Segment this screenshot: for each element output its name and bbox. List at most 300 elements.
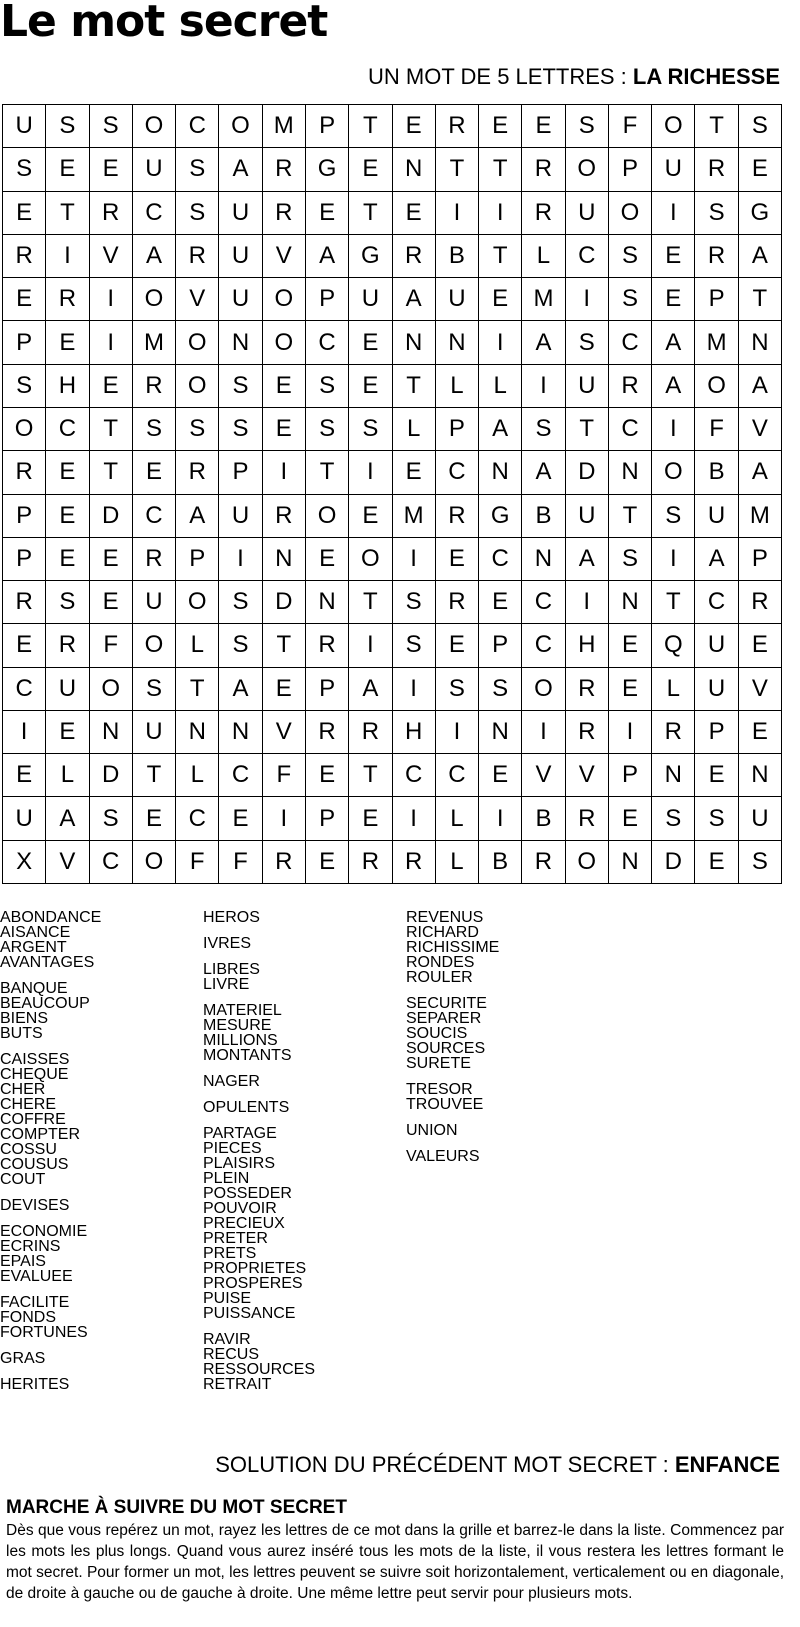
grid-cell[interactable]: I xyxy=(652,538,695,581)
grid-cell[interactable]: H xyxy=(46,365,89,408)
grid-cell[interactable]: R xyxy=(176,451,219,494)
word-item[interactable]: SOUCIS xyxy=(406,1025,468,1042)
grid-cell[interactable]: P xyxy=(695,278,738,321)
word-item[interactable]: CHERE xyxy=(0,1096,57,1113)
grid-cell[interactable]: A xyxy=(652,321,695,364)
grid-cell[interactable]: R xyxy=(133,365,176,408)
grid-cell[interactable]: U xyxy=(3,105,46,148)
grid-cell[interactable]: O xyxy=(306,495,349,538)
grid-cell[interactable]: U xyxy=(695,624,738,667)
grid-cell[interactable]: V xyxy=(739,408,782,451)
grid-cell[interactable]: R xyxy=(566,668,609,711)
grid-cell[interactable]: O xyxy=(133,278,176,321)
grid-cell[interactable]: U xyxy=(219,235,262,278)
grid-cell[interactable]: R xyxy=(133,538,176,581)
grid-cell[interactable]: G xyxy=(349,235,392,278)
grid-cell[interactable]: I xyxy=(609,711,652,754)
word-item[interactable]: IVRES xyxy=(203,935,252,952)
grid-cell[interactable]: C xyxy=(609,408,652,451)
grid-cell[interactable]: S xyxy=(176,192,219,235)
grid-cell[interactable]: I xyxy=(566,581,609,624)
grid-cell[interactable]: N xyxy=(479,451,522,494)
grid-cell[interactable]: U xyxy=(133,581,176,624)
grid-cell[interactable]: E xyxy=(393,192,436,235)
grid-cell[interactable]: C xyxy=(609,321,652,364)
grid-cell[interactable]: S xyxy=(219,365,262,408)
word-item[interactable]: ECRINS xyxy=(0,1238,61,1255)
word-item[interactable]: SOURCES xyxy=(406,1040,486,1057)
grid-cell[interactable]: R xyxy=(3,451,46,494)
grid-cell[interactable]: S xyxy=(46,581,89,624)
grid-cell[interactable]: E xyxy=(349,365,392,408)
grid-cell[interactable]: P xyxy=(219,451,262,494)
grid-cell[interactable]: D xyxy=(652,841,695,884)
grid-cell[interactable]: S xyxy=(176,148,219,191)
grid-cell[interactable]: C xyxy=(46,408,89,451)
grid-cell[interactable]: S xyxy=(436,668,479,711)
letter-grid[interactable] xyxy=(2,104,782,884)
grid-cell[interactable]: L xyxy=(176,754,219,797)
grid-cell[interactable]: C xyxy=(695,581,738,624)
grid-cell[interactable]: E xyxy=(739,711,782,754)
grid-cell[interactable]: N xyxy=(436,321,479,364)
word-item[interactable]: RAVIR xyxy=(203,1331,251,1348)
grid-cell[interactable]: R xyxy=(522,841,565,884)
grid-cell[interactable]: U xyxy=(436,278,479,321)
grid-cell[interactable]: R xyxy=(349,711,392,754)
grid-cell[interactable]: F xyxy=(695,408,738,451)
grid-cell[interactable]: E xyxy=(349,495,392,538)
grid-cell[interactable]: E xyxy=(695,754,738,797)
grid-cell[interactable]: R xyxy=(176,235,219,278)
grid-cell[interactable]: E xyxy=(46,711,89,754)
grid-cell[interactable]: R xyxy=(522,192,565,235)
grid-cell[interactable]: U xyxy=(133,148,176,191)
grid-cell[interactable]: P xyxy=(609,148,652,191)
grid-cell[interactable]: F xyxy=(609,105,652,148)
grid-cell[interactable]: C xyxy=(176,797,219,840)
grid-cell[interactable]: B xyxy=(479,841,522,884)
grid-cell[interactable]: S xyxy=(90,797,133,840)
grid-cell[interactable]: S xyxy=(219,581,262,624)
grid-cell[interactable]: T xyxy=(739,278,782,321)
grid-cell[interactable]: E xyxy=(90,581,133,624)
grid-cell[interactable]: O xyxy=(349,538,392,581)
grid-cell[interactable]: S xyxy=(219,408,262,451)
grid-cell[interactable]: O xyxy=(133,624,176,667)
grid-cell[interactable]: S xyxy=(566,321,609,364)
grid-cell[interactable]: E xyxy=(263,408,306,451)
grid-cell[interactable]: E xyxy=(306,754,349,797)
grid-cell[interactable]: O xyxy=(609,192,652,235)
grid-cell[interactable]: F xyxy=(90,624,133,667)
grid-cell[interactable]: T xyxy=(133,754,176,797)
grid-cell[interactable]: I xyxy=(219,538,262,581)
grid-cell[interactable]: I xyxy=(263,797,306,840)
grid-cell[interactable]: E xyxy=(219,797,262,840)
grid-cell[interactable]: N xyxy=(609,581,652,624)
word-item[interactable]: FORTUNES xyxy=(0,1324,88,1341)
grid-cell[interactable]: V xyxy=(46,841,89,884)
grid-cell[interactable]: I xyxy=(393,668,436,711)
grid-cell[interactable]: T xyxy=(90,451,133,494)
grid-cell[interactable]: V xyxy=(522,754,565,797)
grid-cell[interactable]: M xyxy=(522,278,565,321)
grid-cell[interactable]: I xyxy=(3,711,46,754)
grid-cell[interactable]: A xyxy=(133,235,176,278)
grid-cell[interactable]: N xyxy=(479,711,522,754)
grid-cell[interactable]: E xyxy=(46,538,89,581)
grid-cell[interactable]: C xyxy=(133,192,176,235)
grid-cell[interactable]: U xyxy=(46,668,89,711)
grid-cell[interactable]: C xyxy=(133,495,176,538)
grid-cell[interactable]: O xyxy=(566,841,609,884)
grid-cell[interactable]: C xyxy=(306,321,349,364)
grid-cell[interactable]: R xyxy=(306,711,349,754)
grid-cell[interactable]: C xyxy=(522,581,565,624)
grid-cell[interactable]: E xyxy=(436,624,479,667)
grid-cell[interactable]: S xyxy=(90,105,133,148)
word-item[interactable]: LIBRES xyxy=(203,961,260,978)
word-item[interactable]: RICHISSIME xyxy=(406,939,500,956)
grid-cell[interactable]: S xyxy=(652,797,695,840)
word-item[interactable]: ECONOMIE xyxy=(0,1223,88,1240)
grid-cell[interactable]: H xyxy=(393,711,436,754)
word-item[interactable]: PLAISIRS xyxy=(203,1155,276,1172)
grid-cell[interactable]: R xyxy=(349,841,392,884)
grid-cell[interactable]: T xyxy=(393,365,436,408)
grid-cell[interactable]: I xyxy=(522,365,565,408)
grid-cell[interactable]: R xyxy=(695,235,738,278)
grid-cell[interactable]: A xyxy=(349,668,392,711)
grid-cell[interactable]: I xyxy=(652,192,695,235)
grid-cell[interactable]: E xyxy=(609,624,652,667)
grid-cell[interactable]: P xyxy=(609,754,652,797)
grid-cell[interactable]: E xyxy=(393,451,436,494)
grid-cell[interactable]: O xyxy=(652,451,695,494)
grid-cell[interactable]: A xyxy=(652,365,695,408)
word-item[interactable]: EPAIS xyxy=(0,1253,46,1270)
word-item[interactable]: PUISSANCE xyxy=(203,1305,296,1322)
grid-cell[interactable]: T xyxy=(479,235,522,278)
word-item[interactable]: ROULER xyxy=(406,969,473,986)
grid-cell[interactable]: L xyxy=(652,668,695,711)
word-item[interactable]: COUT xyxy=(0,1171,46,1188)
grid-cell[interactable]: E xyxy=(695,841,738,884)
grid-cell[interactable]: N xyxy=(609,451,652,494)
grid-cell[interactable]: E xyxy=(46,495,89,538)
grid-cell[interactable]: E xyxy=(479,278,522,321)
word-item[interactable]: BEAUCOUP xyxy=(0,995,90,1012)
word-item[interactable]: CHER xyxy=(0,1081,46,1098)
grid-cell[interactable]: F xyxy=(176,841,219,884)
grid-cell[interactable]: E xyxy=(90,538,133,581)
grid-cell[interactable]: E xyxy=(133,797,176,840)
word-item[interactable]: SEPARER xyxy=(406,1010,482,1027)
grid-cell[interactable]: R xyxy=(652,711,695,754)
word-item[interactable]: RESSOURCES xyxy=(203,1361,316,1378)
grid-cell[interactable]: F xyxy=(263,754,306,797)
grid-cell[interactable]: U xyxy=(566,495,609,538)
grid-cell[interactable]: R xyxy=(393,841,436,884)
grid-cell[interactable]: A xyxy=(739,235,782,278)
grid-cell[interactable]: E xyxy=(522,105,565,148)
grid-cell[interactable]: I xyxy=(90,278,133,321)
grid-cell[interactable]: T xyxy=(695,105,738,148)
grid-cell[interactable]: I xyxy=(349,624,392,667)
word-item[interactable]: OPULENTS xyxy=(203,1099,290,1116)
word-item[interactable]: AVANTAGES xyxy=(0,954,95,971)
grid-cell[interactable]: S xyxy=(176,408,219,451)
grid-cell[interactable]: E xyxy=(90,148,133,191)
grid-cell[interactable]: P xyxy=(176,538,219,581)
grid-cell[interactable]: N xyxy=(393,148,436,191)
grid-cell[interactable]: A xyxy=(393,278,436,321)
grid-cell[interactable]: L xyxy=(479,365,522,408)
grid-cell[interactable]: O xyxy=(133,841,176,884)
grid-cell[interactable]: S xyxy=(652,495,695,538)
grid-cell[interactable]: B xyxy=(522,495,565,538)
grid-cell[interactable]: M xyxy=(263,105,306,148)
word-item[interactable]: BIENS xyxy=(0,1010,49,1027)
grid-cell[interactable]: C xyxy=(176,105,219,148)
grid-cell[interactable]: M xyxy=(739,495,782,538)
grid-cell[interactable]: V xyxy=(176,278,219,321)
grid-cell[interactable]: N xyxy=(263,538,306,581)
grid-cell[interactable]: N xyxy=(609,841,652,884)
word-item[interactable]: ABONDANCE xyxy=(0,909,102,926)
grid-cell[interactable]: P xyxy=(3,538,46,581)
grid-cell[interactable]: I xyxy=(90,321,133,364)
grid-cell[interactable]: P xyxy=(3,321,46,364)
grid-cell[interactable]: O xyxy=(133,105,176,148)
grid-cell[interactable]: R xyxy=(3,235,46,278)
grid-cell[interactable]: I xyxy=(436,192,479,235)
grid-cell[interactable]: A xyxy=(219,668,262,711)
grid-cell[interactable]: T xyxy=(349,581,392,624)
word-item[interactable]: COFFRE xyxy=(0,1111,66,1128)
word-item[interactable]: HERITES xyxy=(0,1376,70,1393)
grid-cell[interactable]: A xyxy=(739,451,782,494)
grid-cell[interactable]: G xyxy=(479,495,522,538)
word-item[interactable]: ARGENT xyxy=(0,939,67,956)
grid-cell[interactable]: E xyxy=(90,365,133,408)
grid-cell[interactable]: T xyxy=(349,754,392,797)
grid-cell[interactable]: A xyxy=(306,235,349,278)
grid-cell[interactable]: S xyxy=(306,408,349,451)
grid-cell[interactable]: C xyxy=(3,668,46,711)
grid-cell[interactable]: E xyxy=(479,581,522,624)
grid-cell[interactable]: O xyxy=(652,105,695,148)
word-item[interactable]: POUVOIR xyxy=(203,1200,277,1217)
grid-cell[interactable]: E xyxy=(46,451,89,494)
grid-cell[interactable]: I xyxy=(479,797,522,840)
grid-cell[interactable]: S xyxy=(3,365,46,408)
grid-cell[interactable]: S xyxy=(306,365,349,408)
word-item[interactable]: UNION xyxy=(406,1122,458,1139)
word-item[interactable]: PUISE xyxy=(203,1290,252,1307)
grid-cell[interactable]: R xyxy=(739,581,782,624)
grid-cell[interactable]: D xyxy=(90,495,133,538)
grid-cell[interactable]: A xyxy=(46,797,89,840)
grid-cell[interactable]: R xyxy=(609,365,652,408)
grid-cell[interactable]: E xyxy=(349,148,392,191)
grid-cell[interactable]: S xyxy=(695,192,738,235)
grid-cell[interactable]: U xyxy=(219,192,262,235)
word-item[interactable]: MONTANTS xyxy=(203,1047,292,1064)
grid-cell[interactable]: L xyxy=(176,624,219,667)
grid-cell[interactable]: R xyxy=(566,797,609,840)
grid-cell[interactable]: O xyxy=(176,321,219,364)
grid-cell[interactable]: S xyxy=(479,668,522,711)
word-item[interactable]: PRETS xyxy=(203,1245,257,1262)
word-item[interactable]: RONDES xyxy=(406,954,475,971)
word-item[interactable]: BUTS xyxy=(0,1025,43,1042)
grid-cell[interactable]: E xyxy=(609,797,652,840)
grid-cell[interactable]: C xyxy=(436,754,479,797)
grid-cell[interactable]: R xyxy=(393,235,436,278)
grid-cell[interactable]: C xyxy=(90,841,133,884)
grid-cell[interactable]: N xyxy=(522,538,565,581)
word-item[interactable]: POSSEDER xyxy=(203,1185,292,1202)
word-item[interactable]: PRETER xyxy=(203,1230,268,1247)
grid-cell[interactable]: I xyxy=(652,408,695,451)
grid-cell[interactable]: U xyxy=(695,495,738,538)
grid-cell[interactable]: S xyxy=(566,105,609,148)
grid-cell[interactable]: I xyxy=(393,538,436,581)
grid-cell[interactable]: P xyxy=(739,538,782,581)
grid-cell[interactable]: P xyxy=(3,495,46,538)
grid-cell[interactable]: U xyxy=(349,278,392,321)
grid-cell[interactable]: U xyxy=(566,192,609,235)
grid-cell[interactable]: R xyxy=(46,278,89,321)
grid-cell[interactable]: O xyxy=(263,321,306,364)
grid-cell[interactable]: N xyxy=(739,321,782,364)
grid-cell[interactable]: L xyxy=(436,365,479,408)
grid-cell[interactable]: E xyxy=(306,538,349,581)
grid-cell[interactable]: E xyxy=(349,321,392,364)
word-item[interactable]: PROSPERES xyxy=(203,1275,303,1292)
word-item[interactable]: EVALUEE xyxy=(0,1268,73,1285)
grid-cell[interactable]: E xyxy=(479,105,522,148)
grid-cell[interactable]: E xyxy=(263,365,306,408)
grid-cell[interactable]: D xyxy=(90,754,133,797)
grid-cell[interactable]: T xyxy=(436,148,479,191)
word-item[interactable]: BANQUE xyxy=(0,980,68,997)
grid-cell[interactable]: U xyxy=(133,711,176,754)
word-item[interactable]: RECUS xyxy=(203,1346,260,1363)
grid-cell[interactable]: T xyxy=(90,408,133,451)
grid-cell[interactable]: R xyxy=(263,841,306,884)
grid-cell[interactable]: E xyxy=(46,321,89,364)
word-item[interactable]: MATERIEL xyxy=(203,1002,282,1019)
grid-cell[interactable]: U xyxy=(3,797,46,840)
grid-cell[interactable]: O xyxy=(522,668,565,711)
word-item[interactable]: PLEIN xyxy=(203,1170,250,1187)
grid-cell[interactable]: R xyxy=(263,148,306,191)
grid-cell[interactable]: L xyxy=(393,408,436,451)
grid-cell[interactable]: R xyxy=(263,192,306,235)
grid-cell[interactable]: R xyxy=(695,148,738,191)
grid-cell[interactable]: I xyxy=(46,235,89,278)
grid-cell[interactable]: E xyxy=(349,797,392,840)
grid-cell[interactable]: C xyxy=(479,538,522,581)
grid-cell[interactable]: E xyxy=(652,278,695,321)
grid-cell[interactable]: T xyxy=(176,668,219,711)
word-item[interactable]: REVENUS xyxy=(406,909,484,926)
grid-cell[interactable]: O xyxy=(176,365,219,408)
grid-cell[interactable]: S xyxy=(133,668,176,711)
grid-cell[interactable]: S xyxy=(609,278,652,321)
grid-cell[interactable]: T xyxy=(566,408,609,451)
word-item[interactable]: COUSUS xyxy=(0,1156,69,1173)
grid-cell[interactable]: T xyxy=(652,581,695,624)
grid-cell[interactable]: E xyxy=(652,235,695,278)
grid-cell[interactable]: L xyxy=(522,235,565,278)
word-item[interactable]: GRAS xyxy=(0,1350,46,1367)
grid-cell[interactable]: T xyxy=(479,148,522,191)
grid-cell[interactable]: E xyxy=(3,278,46,321)
grid-cell[interactable]: S xyxy=(349,408,392,451)
grid-cell[interactable]: S xyxy=(609,538,652,581)
grid-cell[interactable]: O xyxy=(176,581,219,624)
grid-cell[interactable]: A xyxy=(566,538,609,581)
grid-cell[interactable]: S xyxy=(393,624,436,667)
grid-cell[interactable]: V xyxy=(566,754,609,797)
word-item[interactable]: VALEURS xyxy=(406,1148,480,1165)
grid-cell[interactable]: P xyxy=(479,624,522,667)
grid-cell[interactable]: P xyxy=(306,797,349,840)
word-item[interactable]: SECURITE xyxy=(406,995,487,1012)
grid-cell[interactable]: E xyxy=(3,754,46,797)
grid-cell[interactable]: S xyxy=(739,105,782,148)
word-item[interactable]: PROPRIETES xyxy=(203,1260,307,1277)
grid-cell[interactable]: T xyxy=(263,624,306,667)
grid-cell[interactable]: L xyxy=(436,797,479,840)
grid-cell[interactable]: S xyxy=(133,408,176,451)
grid-cell[interactable]: V xyxy=(90,235,133,278)
word-item[interactable]: FACILITE xyxy=(0,1294,70,1311)
grid-cell[interactable]: M xyxy=(695,321,738,364)
grid-cell[interactable]: E xyxy=(306,192,349,235)
grid-cell[interactable]: C xyxy=(436,451,479,494)
grid-cell[interactable]: O xyxy=(263,278,306,321)
grid-cell[interactable]: E xyxy=(739,148,782,191)
grid-cell[interactable]: Q xyxy=(652,624,695,667)
word-item[interactable]: PRECIEUX xyxy=(203,1215,285,1232)
grid-cell[interactable]: R xyxy=(436,581,479,624)
grid-cell[interactable]: U xyxy=(739,797,782,840)
grid-cell[interactable]: N xyxy=(90,711,133,754)
word-item[interactable]: MESURE xyxy=(203,1017,272,1034)
grid-cell[interactable]: E xyxy=(479,754,522,797)
word-item[interactable]: COSSU xyxy=(0,1141,57,1158)
grid-cell[interactable]: I xyxy=(522,711,565,754)
grid-cell[interactable]: R xyxy=(436,105,479,148)
grid-cell[interactable]: I xyxy=(479,192,522,235)
grid-cell[interactable]: D xyxy=(566,451,609,494)
grid-cell[interactable]: G xyxy=(739,192,782,235)
grid-cell[interactable]: E xyxy=(609,668,652,711)
grid-cell[interactable]: A xyxy=(176,495,219,538)
grid-cell[interactable]: I xyxy=(479,321,522,364)
grid-cell[interactable]: R xyxy=(3,581,46,624)
grid-cell[interactable]: E xyxy=(3,624,46,667)
grid-cell[interactable]: E xyxy=(393,105,436,148)
grid-cell[interactable]: A xyxy=(522,321,565,364)
grid-cell[interactable]: A xyxy=(219,148,262,191)
grid-cell[interactable]: E xyxy=(3,192,46,235)
